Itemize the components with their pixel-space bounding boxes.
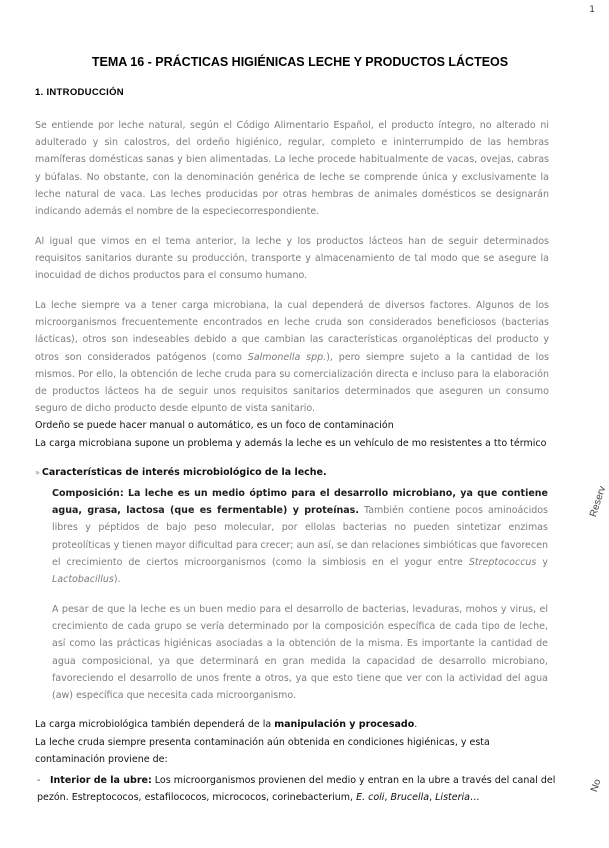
page-number: 1	[589, 5, 595, 15]
p3-text-a: La leche siempre va a tener carga microbiana, la cual dependerá de diversos factores. Algunos de los microorganismos frecuentemente encontrados en leche cruda son considerados beneficiosos (bacterias lácticas), otros son indeseables debido a que cambian las características organolépticas del producto y otros son considerados patógenos (como	[35, 300, 549, 363]
paragraph-intro: Se entiende por leche natural, según el Código Alimentario Español, el producto íntegro, no alterado ni adulterado y sin calostros, del ordeño higiénico, regular, completo e ininterrumpido de las hembras mamíferas domésticas sanas y bien alimentadas. La leche procede habitualmente de vacas, ovejas, cabras y búfalas. No obstante, con la denominación genérica de leche se comprende única y exclusivamente la leche natural de vaca. Las leches producidas por otras hembras de animales domésticos se designarán indicando además el nombre de la especiecorrespondiente.	[35, 120, 549, 218]
paragraph-composition	[52, 485, 548, 588]
list-italic-ecoli: E. coli	[356, 792, 385, 803]
line-raw-milk: La leche cruda siempre presenta contaminación aún obtenida en condiciones higiénicas, y esta contaminación proviene de:	[35, 737, 490, 765]
note-microbial-problem: La carga microbiana supone un problema y además la leche es un vehículo de mo resistentes a tto térmico	[35, 438, 547, 449]
composition-text-b: y	[536, 556, 548, 568]
p3-italic: Salmonella spp.	[247, 351, 327, 363]
list-sep-1: ,	[384, 792, 391, 803]
paragraph-requirements: Al igual que vimos en el tema anterior, la leche y los productos lácteos han de seguir determinados requisitos sanitarios durante su producción, transporte y almacenamiento de tal modo que se asegure la inocuidad de dichos productos para el consumo humano.	[35, 236, 549, 282]
composition-text-c: ).	[113, 574, 121, 586]
list-sep-2: ,	[429, 792, 436, 803]
list-item-udder	[37, 772, 557, 806]
list-italic-brucella: Brucella	[390, 792, 430, 803]
watermark-no: No	[589, 777, 604, 794]
paragraph-microbial-load	[35, 297, 549, 417]
section-heading: 1. INTRODUCCIÓN	[35, 87, 124, 98]
load-bold: manipulación y procesado	[274, 719, 415, 730]
load-text-a: La carga microbiológica también dependerá de la	[35, 719, 275, 730]
list-item-bold: Interior de la ubre:	[50, 775, 152, 786]
bullet-marker-icon: »	[35, 468, 40, 477]
composition-italic-2: Lactobacillus	[52, 574, 114, 586]
line-microbiological-load	[35, 717, 555, 732]
composition-bold: Composición: La leche es un medio óptimo para el desarrollo microbiano, ya que contiene agua, grasa, lactosa (que es fermentable) y proteínas.	[52, 488, 548, 517]
dash-icon: -	[37, 775, 41, 786]
watermark-reserv: Reserv	[588, 484, 609, 519]
composition-italic-1: Streptococcus	[468, 556, 537, 568]
list-ellipsis: …	[469, 792, 480, 803]
paragraph-water-content: A pesar de que la leche es un buen medio para el desarrollo de bacterias, levaduras, mohos y virus, el crecimiento de cada grupo se vería determinado por la composición específica de cada tipo de leche, así como las prácticas higiénicas asociadas a la obtención de la misma. Es importante la cantidad de agua composicional, ya que determinará en gran medida la capacidad de desarrollo microbiano, favoreciendo el desarrollo de unos frente a otros, ya que esto tiene que ver con la actividad del agua (aw) específica que necesita cada microorganismo.	[52, 604, 548, 702]
bullet-heading-text: Características de interés microbiológico de la leche.	[41, 467, 327, 478]
note-milking: Ordeño se puede hacer manual o automático, es un foco de contaminación	[35, 420, 394, 431]
list-italic-listeria: Listeria	[435, 792, 470, 803]
load-text-b: .	[414, 719, 418, 730]
bullet-heading	[35, 467, 327, 478]
composition-text-a: También contiene pocos aminoácidos libres y péptidos de bajo peso molecular, por ellolas bacterias no pueden sintetizar enzimas proteolíticas y tienen mayor dificultad para crecer; aun así, se dan relaciones simbióticas que favorecen el crecimiento de ciertos microorganismos (como la simbiosis en el yogur entre	[52, 505, 549, 568]
page-title: TEMA 16 - PRÁCTICAS HIGIÉNICAS LECHE Y PRODUCTOS LÁCTEOS	[91, 55, 509, 69]
p3-text-b: ), pero siempre sujeto a la cantidad de los mismos. Por ello, la obtención de leche cruda para su comercialización directa e incluso para la elaboración de productos lácteos ha de seguir unos requisitos sanitarios determinados que aseguren un consumo seguro de dicho producto desde elpunto de vista sanitario.	[35, 351, 550, 415]
list-item-text: Los microorganismos provienen del medio y entran en la ubre a través del canal del pezón. Estreptococos, estafilococos, micrococos, corinebacterium,	[37, 775, 556, 803]
